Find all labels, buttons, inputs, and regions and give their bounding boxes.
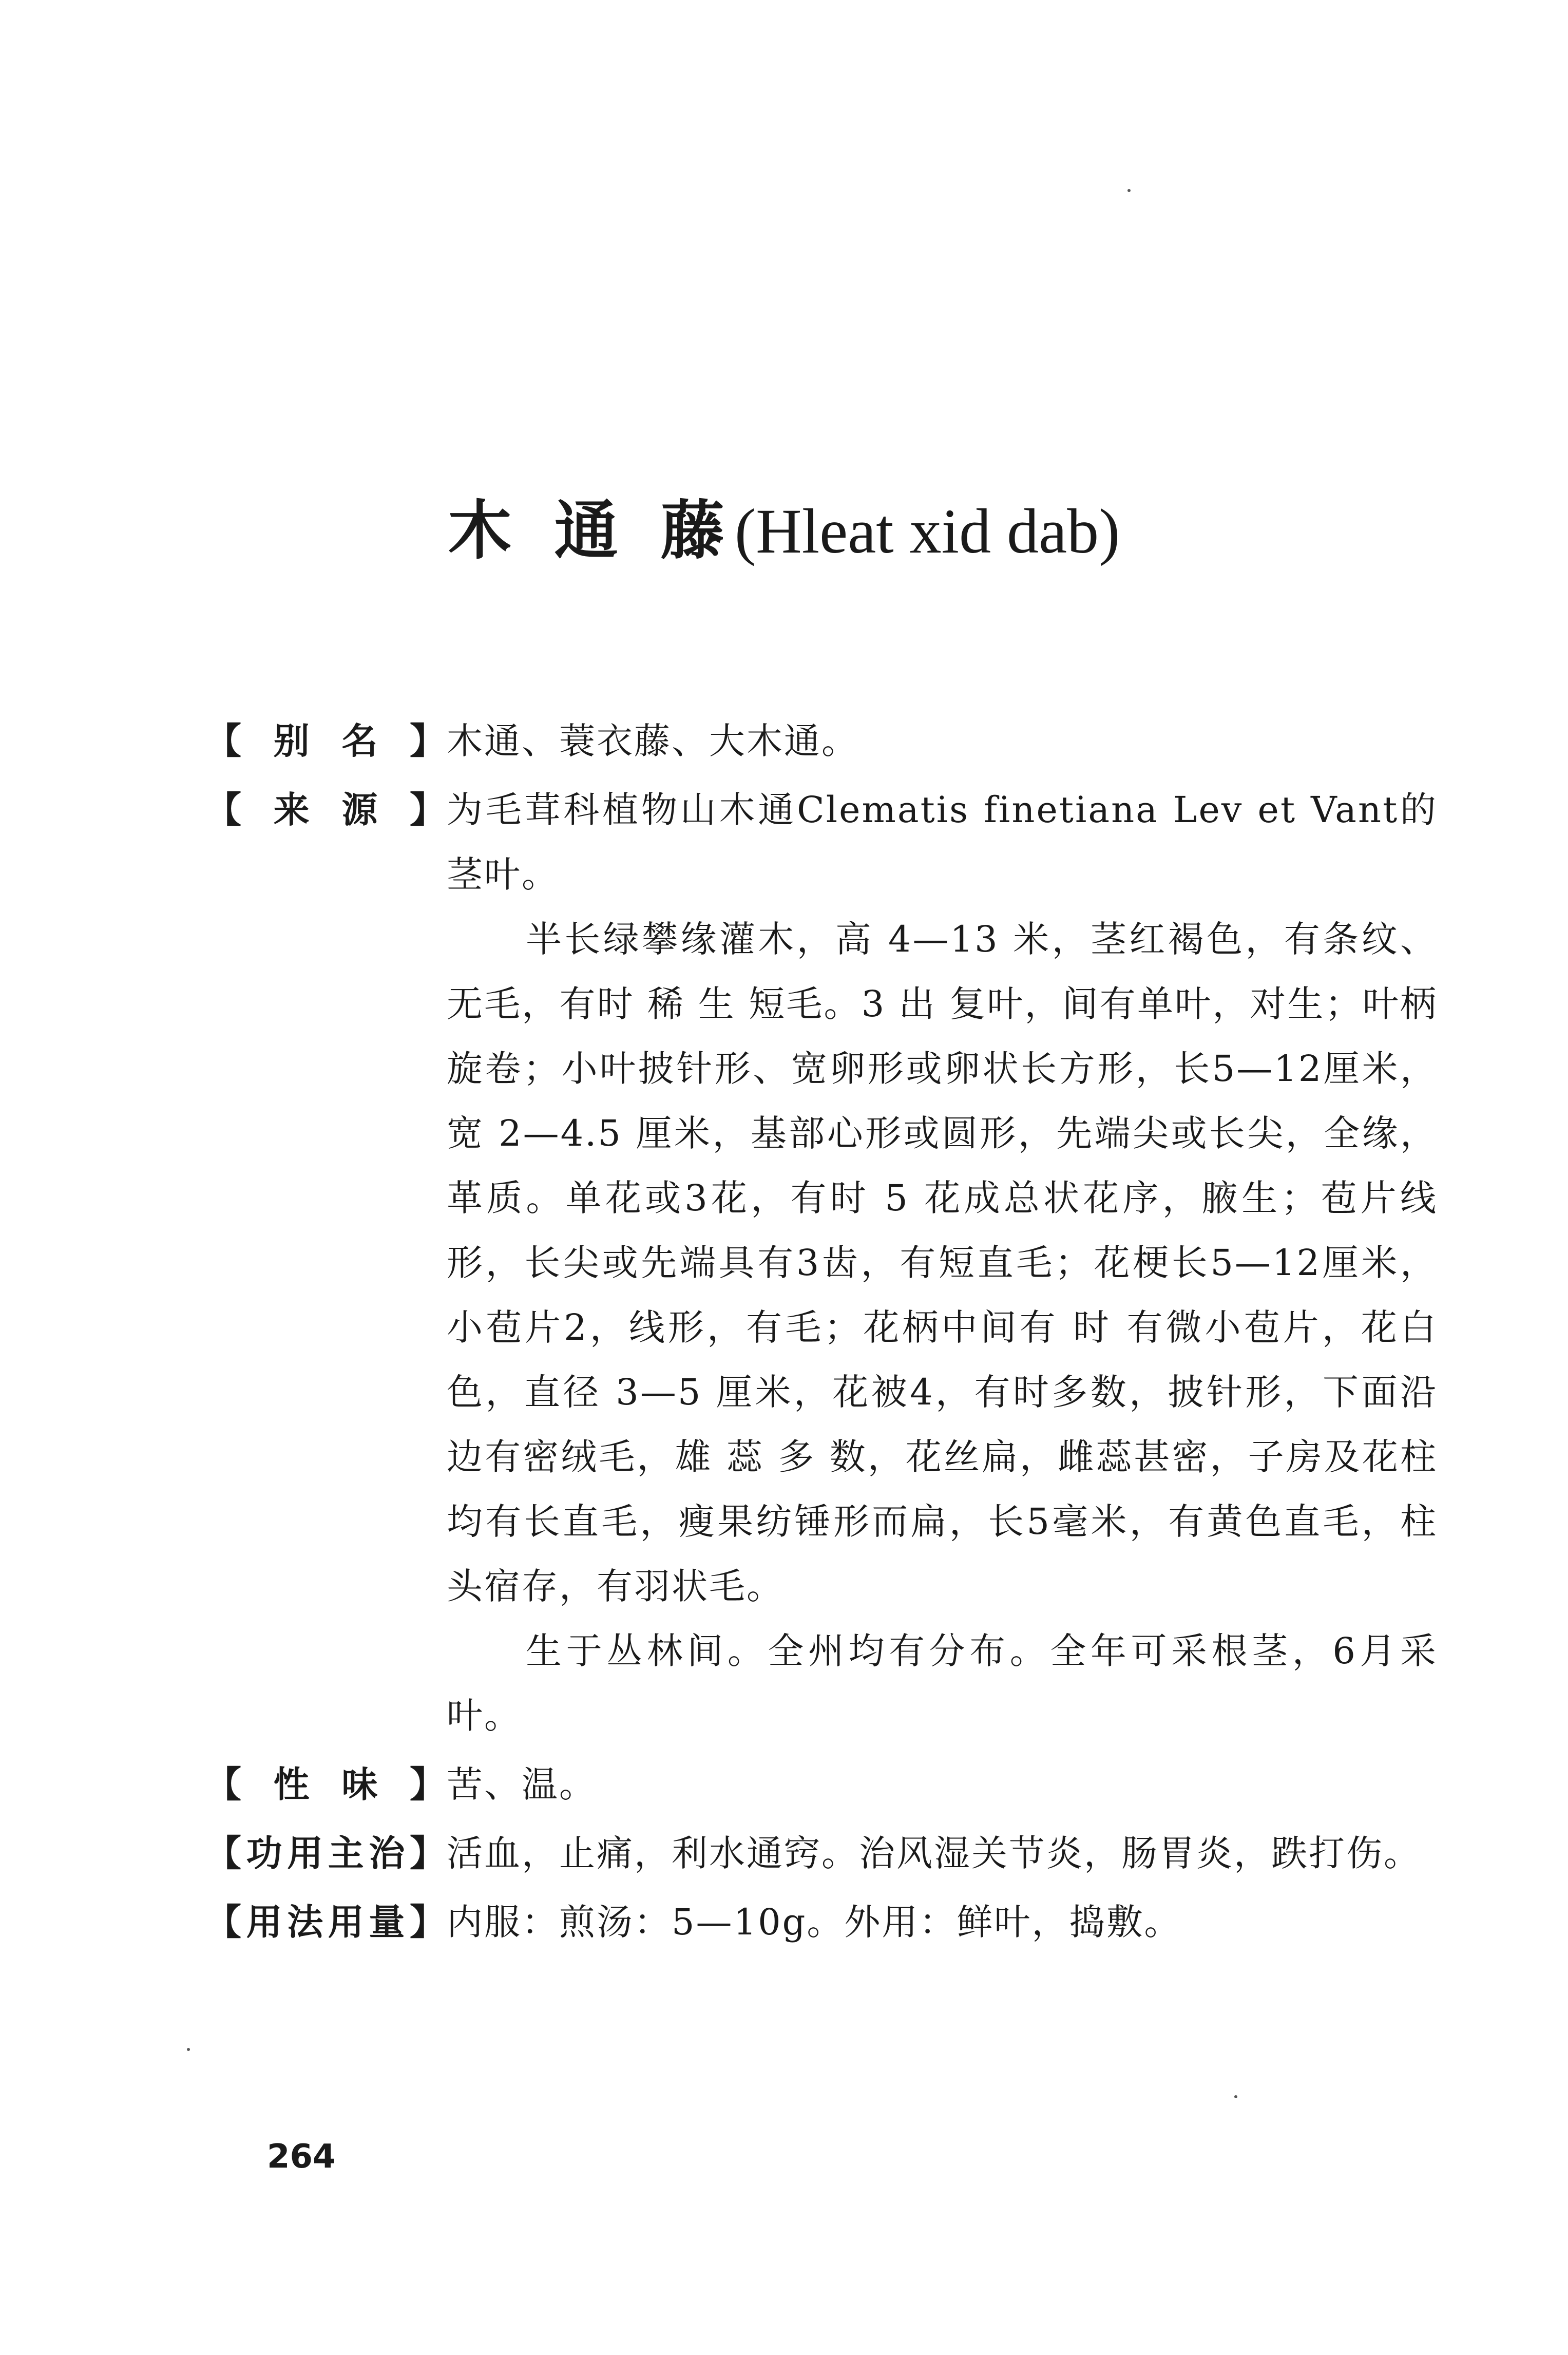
entry-paragraph: 为毛茸科植物山木通Clematis finetiana Lev et Vant的茎叶。 — [447, 789, 1438, 896]
entry-paragraph: 活血，止痛，利水通窍。治风湿关节炎，肠胃炎，跌打伤。 — [447, 1832, 1421, 1874]
entry-content — [447, 1821, 1438, 1886]
entry-content — [447, 709, 1438, 773]
label-close-bracket: 】 — [409, 720, 447, 762]
entry-label — [205, 1890, 447, 1954]
label-close-bracket: 】 — [409, 1901, 447, 1943]
label-char: 主 — [328, 1832, 365, 1874]
entry-content — [447, 777, 1438, 1748]
entry-paragraph: 木通、蓑衣藤、大木通。 — [447, 720, 859, 762]
entry-alias — [205, 709, 1438, 773]
label-char: 用 — [246, 1901, 283, 1943]
label-close-bracket: 】 — [409, 1763, 447, 1806]
page-title — [0, 493, 1568, 570]
label-char: 性 — [273, 1763, 311, 1806]
entry-usage-dosage — [205, 1890, 1438, 1954]
label-open-bracket: 【 — [205, 1832, 242, 1874]
entry-source — [205, 777, 1438, 1748]
label-open-bracket: 【 — [205, 1901, 242, 1943]
label-open-bracket: 【 — [205, 789, 242, 831]
entry-paragraph: 内服：煎汤：5—10g。外用：鲜叶，捣敷。 — [447, 1901, 1182, 1943]
entry-paragraph: 生于丛林间。全州均有分布。全年可采根茎，6月采叶。 — [447, 1630, 1438, 1737]
label-close-bracket: 】 — [409, 789, 447, 831]
scan-speck — [1234, 2095, 1237, 2098]
entry-content — [447, 1890, 1438, 1954]
label-char: 源 — [341, 789, 379, 831]
label-open-bracket: 【 — [205, 720, 242, 762]
scan-speck — [1127, 189, 1131, 192]
entries-list — [205, 709, 1438, 1959]
label-close-bracket: 】 — [409, 1832, 447, 1874]
label-char: 名 — [341, 720, 379, 762]
label-char: 功 — [246, 1832, 283, 1874]
label-char: 味 — [341, 1763, 379, 1806]
page-number: 264 — [267, 2138, 336, 2176]
label-open-bracket: 【 — [205, 1763, 242, 1806]
scan-speck — [187, 2048, 190, 2051]
label-char: 法 — [287, 1901, 324, 1943]
entry-label — [205, 709, 447, 773]
entry-function-indication — [205, 1821, 1438, 1886]
entry-label — [205, 777, 447, 842]
entry-label — [205, 1752, 447, 1817]
entry-paragraph: 苦、温。 — [447, 1763, 597, 1806]
title-chinese: 木 通 藤 — [448, 494, 735, 568]
label-char: 来 — [273, 789, 311, 831]
entry-label — [205, 1821, 447, 1886]
label-char: 用 — [328, 1901, 365, 1943]
label-char: 治 — [369, 1832, 406, 1874]
label-char: 量 — [369, 1901, 406, 1943]
label-char: 别 — [273, 720, 311, 762]
label-char: 用 — [287, 1832, 324, 1874]
entry-paragraph: 半长绿攀缘灌木，高 4—13 米，茎红褐色，有条纹、无毛，有时 稀 生 短毛。3 出 复叶，间有单叶，对生；叶柄旋卷；小叶披针形、宽卵形或卵状长方形，长5—12厘米，宽 2—4.5 厘米，基部心形或圆形，先端尖或长尖，全缘，革质。单花或3花，有时 5 花成总状花序，腋生；苞片线形，长尖或先端具有3齿，有短直毛；花梗长5—12厘米，小苞片2，线形，有毛；花柄中间有 时 有微小苞片，花白色，直径 3—5 厘米，花被4，有时多数，披针形，下面沿边有密绒毛，雄 蕊 多 数，花丝扁，雌蕊甚密，子房及花柱均有长直毛，瘦果纺锤形而扁，长5毫米，有黄色直毛，柱头宿存，有羽状毛。 — [447, 918, 1438, 1607]
entry-content — [447, 1752, 1438, 1817]
entry-property-taste — [205, 1752, 1438, 1817]
title-latin: (Hleat xid dab) — [734, 496, 1120, 566]
